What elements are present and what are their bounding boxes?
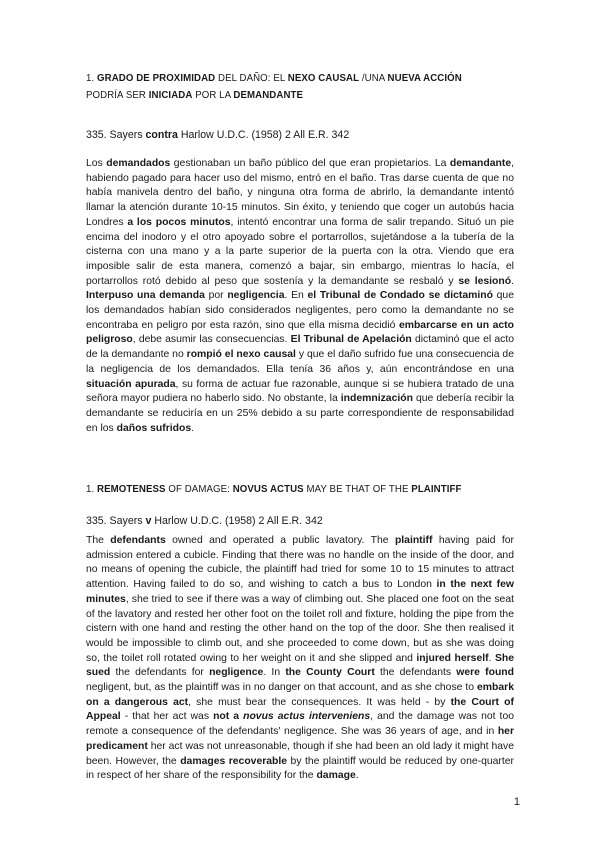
text-run: , she tried to see if there was a way of climbing out. She placed one foot on the seat of the lavatory and rested her other foot on the toilet roll and fixture, holding the pipe from the cistern with one hand and resting the other hand on the top of the door. She then realised it would be impossible to climb out, and she proceeded to come down, but as she was doing so, the toilet roll rotated owing to her weight on it and she slipped and (86, 593, 514, 664)
bold-text-run: REMOTENESS (97, 483, 166, 495)
bold-text-run: demandados (106, 158, 171, 169)
bold-text-run: GRADO DE PROXIMIDAD (97, 72, 216, 84)
bold-text-run: Interpuso una demanda (86, 290, 205, 302)
text-run: . (355, 770, 359, 782)
text-run: 335. Sayers (86, 515, 146, 527)
text-run: - that her act was (120, 711, 214, 723)
text-run: PODRÍA SER (86, 89, 149, 101)
text-run: . (488, 652, 495, 664)
spanish-case-citation (86, 128, 526, 142)
bold-text-run: damage (316, 770, 356, 782)
bold-text-run: demandante (449, 158, 512, 169)
bold-text-run: embarcarse en un acto peligroso (86, 319, 514, 346)
text-run: . (191, 422, 194, 434)
bold-text-run: contra (145, 129, 178, 141)
text-run: having paid for admission entered a cubicle. Finding that there was no handle on the inside of the door, and no means of opening the cubicle, the plaintiff had tried for some 10 to 15 minutes to attract attention. Having failed to do so, and wishing to catch a bus to London (86, 535, 514, 591)
bold-text-run: damages recoverable (180, 755, 288, 767)
bold-text-run: novus actus interveniens (243, 711, 371, 723)
text-run: 335. Sayers (86, 129, 146, 141)
text-run: 1. (86, 483, 98, 495)
text-run: , habiendo pagado para hacer uso del mismo, entró en el baño. Tras darse cuenta de que no había manivela dentro del baño, y ninguna otra forma de abrirlo, la demandante intentó llamar la atención durante 10-15 minutos. Sin éxito, y teniendo que coger un autobús hacia Londres (86, 158, 514, 228)
bold-text-run: el Tribunal de Condado se dictaminó (307, 290, 493, 302)
text-run: MAY BE THAT OF THE (303, 483, 412, 495)
text-run: , she must bear the consequences. It was held - by (188, 696, 451, 708)
text-run: dictaminó que el acto de la demandante no (86, 334, 514, 361)
bold-text-run: El Tribunal de Apelación (290, 334, 412, 346)
bold-text-run: NUEVA ACCIÓN (387, 72, 462, 84)
text-run: que debería recibir la demandante se reduciría en un 25% debido a su parte correspondiente de responsabilidad en los (86, 393, 514, 434)
text-run: Harlow U.D.C. (1958) 2 All E.R. 342 (177, 129, 350, 141)
bold-text-run: negligence (209, 667, 264, 679)
text-run: , and the damage was not too remote a consequence of the defendants' negligence. She was 36 years of age, and in (86, 711, 514, 738)
bold-text-run: NEXO CAUSAL (287, 72, 360, 84)
text-run: the defendants (374, 667, 457, 679)
bold-text-run: injured herself (416, 652, 489, 664)
text-run: owned and operated a public lavatory. The (165, 535, 395, 546)
text-run: DEL DAÑO: EL (215, 72, 288, 84)
bold-text-run: not a (213, 711, 244, 723)
text-run: que los demandados habían sido considerados negligentes, pero como la demandante no se encontraba en peligro por esta razón, sino que ella misma decidió (86, 290, 514, 331)
text-run: por (204, 290, 228, 302)
text-run: by the plaintiff would be reduced by one-quarter in respect of her share of the responsibility for the (86, 755, 515, 782)
bold-text-run: se lesionó (458, 275, 512, 287)
text-run: . (511, 275, 514, 287)
english-section-heading (86, 481, 491, 498)
text-run: , debe asumir las consecuencias. (132, 334, 291, 346)
text-run: gestionaban un baño público del que eran propietarios. La (170, 158, 450, 169)
english-case-paragraph (86, 534, 514, 784)
bold-text-run: v (145, 515, 152, 527)
bold-text-run: defendants (110, 535, 166, 546)
text-run: , su forma de actuar fue razonable, aunque si se hubiera tratado de una señora mayor pudiera no haberlo sido. No obstante, la (86, 378, 514, 405)
bold-text-run: were found (456, 667, 514, 679)
text-run: y que el daño sufrido fue una consecuencia de la negligencia de los demandados. Ella tenía 36 años y, aún encontrándose en una (86, 349, 514, 375)
text-run: Harlow U.D.C. (1958) 2 All E.R. 342 (151, 515, 323, 527)
bold-text-run: NOVUS ACTUS (232, 483, 304, 495)
bold-text-run: daños sufridos (116, 422, 192, 434)
text-run: 1. (86, 72, 98, 84)
bold-text-run: the County Court (285, 667, 375, 679)
bold-text-run: She sued (86, 652, 514, 679)
bold-text-run: DEMANDANTE (233, 89, 304, 101)
text-run: . En (284, 290, 308, 302)
text-run: her act was not unreasonable, though if she had been an old lady it might have been. However, the (86, 740, 514, 767)
english-case-citation (86, 514, 526, 528)
bold-text-run: embark on a dangerous act (86, 682, 514, 708)
bold-text-run: INICIADA (148, 89, 193, 101)
text-run: Los (86, 158, 107, 169)
text-run: , intentó encontrar una forma de salir trepando. Situó un pie encima del inodoro y el otro apoyado sobre el portarrollos, sujetándose a la tubería de la cisterna con una mano y a la parte superior de la puerta con la otra. Viendo que era imposible salir de esta manera, comenzó a bajar, sin embargo, mientras lo hacía, el portarrollos rotó debido al peso que sostenía y la demandante se resbaló y (86, 216, 514, 287)
spanish-case-paragraph (86, 157, 514, 436)
spanish-section-heading (86, 70, 491, 104)
bold-text-run: the Court of Appeal (86, 696, 514, 723)
page-number: 1 (513, 796, 520, 808)
text-run: The (86, 535, 111, 546)
text-run: . In (263, 667, 286, 679)
bold-text-run: a los pocos minutos (127, 216, 231, 228)
bold-text-run: her predicament (86, 726, 514, 752)
text-run: negligent, but, as the plaintiff was in no danger on that account, and as she chose to (86, 682, 478, 694)
bold-text-run: rompió el nexo causal (186, 349, 296, 361)
bold-text-run: negligencia (227, 290, 285, 302)
bold-text-run: situación apurada (86, 378, 176, 390)
text-run: the defendants for (110, 667, 210, 679)
bold-text-run: PLAINTIFF (411, 483, 462, 495)
bold-text-run: indemnización (340, 393, 413, 405)
text-run: /UNA (359, 72, 388, 84)
text-run: POR LA (192, 89, 234, 101)
text-run: OF DAMAGE: (165, 483, 233, 495)
bold-text-run: plaintiff (394, 535, 433, 546)
bold-text-run: in the next few minutes (86, 579, 514, 605)
